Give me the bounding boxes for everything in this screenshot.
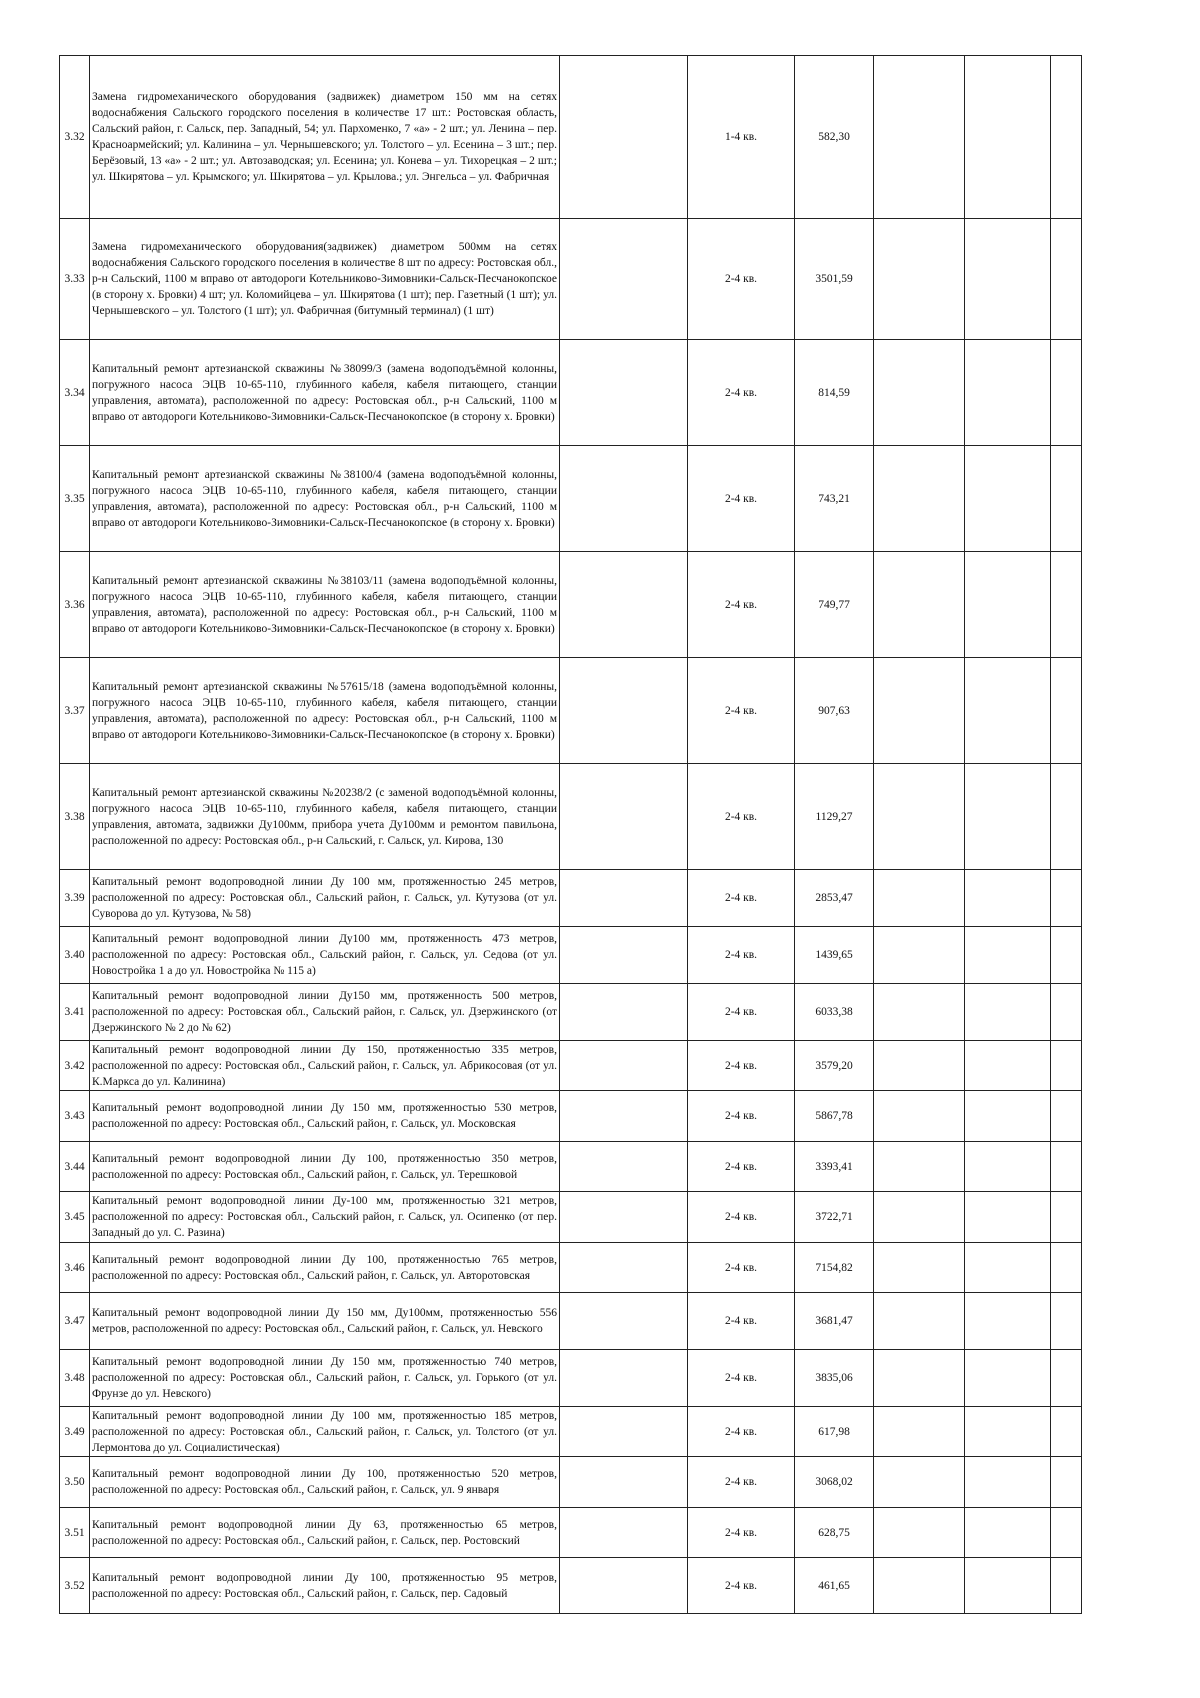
row-number: 3.44: [60, 1142, 90, 1192]
empty-cell: [560, 1091, 688, 1142]
table-row: [60, 1041, 1082, 1091]
empty-cell: [560, 764, 688, 870]
work-amount: 3393,41: [795, 1142, 874, 1192]
empty-cell: [874, 1142, 965, 1192]
work-description: Капитальный ремонт водопроводной линии Ду 150, протяженностью 335 метров, расположенной по адресу: Ростовская обл., Сальский район, г. Сальск, ул. Абрикосовая (от ул. К.Маркса до ул. Калинина): [90, 1041, 560, 1091]
work-period: 2-4 кв.: [688, 1142, 795, 1192]
work-amount: 5867,78: [795, 1091, 874, 1142]
empty-cell: [560, 446, 688, 552]
empty-cell: [965, 1142, 1051, 1192]
work-amount: 617,98: [795, 1407, 874, 1457]
empty-cell: [874, 340, 965, 446]
empty-cell: [874, 870, 965, 927]
row-number: 3.38: [60, 764, 90, 870]
table-row: [60, 927, 1082, 984]
empty-cell: [965, 446, 1051, 552]
work-description: Капитальный ремонт водопроводной линии Ду100 мм, протяженность 473 метров, расположенной по адресу: Ростовская обл., Сальский район, г. Сальск, ул. Седова (от ул. Новостройка 1 а до ул. Новостройка № 115 а): [90, 927, 560, 984]
empty-cell: [965, 1457, 1051, 1508]
work-amount: 582,30: [795, 56, 874, 219]
row-number: 3.34: [60, 340, 90, 446]
table-row: [60, 1407, 1082, 1457]
table-row: [60, 1091, 1082, 1142]
table-row: [60, 1243, 1082, 1293]
empty-cell: [1051, 56, 1082, 219]
empty-cell: [965, 870, 1051, 927]
work-period: 2-4 кв.: [688, 1350, 795, 1407]
work-period: 2-4 кв.: [688, 340, 795, 446]
table-body: [60, 56, 1082, 1614]
empty-cell: [1051, 552, 1082, 658]
row-number: 3.37: [60, 658, 90, 764]
work-description: Капитальный ремонт водопроводной линии Ду 150 мм, протяженностью 530 метров, расположенной по адресу: Ростовская обл., Сальский район, г. Сальск, ул. Московская: [90, 1091, 560, 1142]
empty-cell: [874, 1457, 965, 1508]
work-description: Капитальный ремонт водопроводной линии Ду 100 мм, протяженностью 185 метров, расположенной по адресу: Ростовская обл., Сальский район, г. Сальск, ул. Толстого (от ул. Лермонтова до ул. Социалистическая): [90, 1407, 560, 1457]
empty-cell: [560, 1407, 688, 1457]
empty-cell: [560, 1508, 688, 1558]
row-number: 3.51: [60, 1508, 90, 1558]
empty-cell: [1051, 1293, 1082, 1350]
table-row: [60, 1457, 1082, 1508]
work-period: 2-4 кв.: [688, 927, 795, 984]
empty-cell: [965, 1293, 1051, 1350]
empty-cell: [560, 1558, 688, 1614]
table-row: [60, 552, 1082, 658]
empty-cell: [560, 1142, 688, 1192]
work-amount: 3579,20: [795, 1041, 874, 1091]
empty-cell: [560, 658, 688, 764]
empty-cell: [874, 1350, 965, 1407]
work-period: 2-4 кв.: [688, 219, 795, 340]
empty-cell: [965, 1091, 1051, 1142]
work-description: Капитальный ремонт артезианской скважины №38103/11 (замена водоподъёмной колонны, погружного насоса ЭЦВ 10-65-110, глубинного кабеля, кабеля питающего, станции управления, автомата), расположенной по адресу: Ростовская обл., р-н Сальский, 1100 м вправо от автодороги Котельниково-Зимовники-Сальск-Песчанокопское (в сторону х. Бровки): [90, 552, 560, 658]
empty-cell: [874, 552, 965, 658]
empty-cell: [874, 1293, 965, 1350]
empty-cell: [560, 219, 688, 340]
work-amount: 1129,27: [795, 764, 874, 870]
row-number: 3.40: [60, 927, 90, 984]
work-description: Капитальный ремонт водопроводной линии Ду150 мм, протяженность 500 метров, расположенной по адресу: Ростовская обл., Сальский район, г. Сальск, ул. Дзержинского (от Дзержинского № 2 до № 62): [90, 984, 560, 1041]
table-row: [60, 446, 1082, 552]
work-amount: 814,59: [795, 340, 874, 446]
empty-cell: [874, 1192, 965, 1243]
empty-cell: [1051, 870, 1082, 927]
work-period: 2-4 кв.: [688, 984, 795, 1041]
empty-cell: [1051, 1457, 1082, 1508]
table-row: [60, 764, 1082, 870]
empty-cell: [560, 1457, 688, 1508]
empty-cell: [965, 1192, 1051, 1243]
work-amount: 743,21: [795, 446, 874, 552]
table-row: [60, 1558, 1082, 1614]
row-number: 3.33: [60, 219, 90, 340]
work-description: Капитальный ремонт водопроводной линии Ду 63, протяженностью 65 метров, расположенной по адресу: Ростовская обл., Сальский район, г. Сальск, пер. Ростовский: [90, 1508, 560, 1558]
work-description: Капитальный ремонт водопроводной линии Ду 100, протяженностью 765 метров, расположенной по адресу: Ростовская обл., Сальский район, г. Сальск, ул. Авторотовская: [90, 1243, 560, 1293]
empty-cell: [560, 1350, 688, 1407]
works-table: [59, 55, 1082, 1614]
empty-cell: [560, 1293, 688, 1350]
empty-cell: [1051, 927, 1082, 984]
row-number: 3.35: [60, 446, 90, 552]
table-row: [60, 219, 1082, 340]
empty-cell: [965, 984, 1051, 1041]
row-number: 3.39: [60, 870, 90, 927]
row-number: 3.49: [60, 1407, 90, 1457]
empty-cell: [560, 984, 688, 1041]
work-description: Капитальный ремонт водопроводной линии Ду 100, протяженностью 520 метров, расположенной по адресу: Ростовская обл., Сальский район, г. Сальск, ул. 9 января: [90, 1457, 560, 1508]
empty-cell: [874, 1041, 965, 1091]
empty-cell: [874, 1407, 965, 1457]
work-description: Капитальный ремонт водопроводной линии Ду-100 мм, протяженностью 321 метров, расположенной по адресу: Ростовская обл., Сальский район, г. Сальск, ул. Осипенко (от пер. Западный до ул. С. Разина): [90, 1192, 560, 1243]
work-period: 2-4 кв.: [688, 870, 795, 927]
table-row: [60, 56, 1082, 219]
empty-cell: [874, 764, 965, 870]
empty-cell: [965, 1407, 1051, 1457]
work-period: 2-4 кв.: [688, 1192, 795, 1243]
work-amount: 3681,47: [795, 1293, 874, 1350]
table-row: [60, 1142, 1082, 1192]
empty-cell: [965, 1350, 1051, 1407]
row-number: 3.50: [60, 1457, 90, 1508]
empty-cell: [965, 1243, 1051, 1293]
empty-cell: [1051, 1508, 1082, 1558]
row-number: 3.48: [60, 1350, 90, 1407]
empty-cell: [1051, 1243, 1082, 1293]
empty-cell: [1051, 764, 1082, 870]
work-description: Замена гидромеханического оборудования(задвижек) диаметром 500мм на сетях водоснабжения Сальского городского поселения в количестве 8 шт по адресу: Ростовская обл., р-н Сальский, 1100 м вправо от автодороги Котельниково-Зимовники-Сальск-Песчанокопское (в сторону х. Бровки) 4 шт; ул. Коломийцева – ул. Шкирятова (1 шт); пер. Газетный (1 шт); ул. Чернышевского – ул. Толстого (1 шт); ул. Фабричная (битумный терминал) (1 шт): [90, 219, 560, 340]
empty-cell: [1051, 1558, 1082, 1614]
table-row: [60, 340, 1082, 446]
empty-cell: [874, 927, 965, 984]
work-amount: 749,77: [795, 552, 874, 658]
work-period: 2-4 кв.: [688, 552, 795, 658]
work-period: 2-4 кв.: [688, 1041, 795, 1091]
work-description: Капитальный ремонт артезианской скважины №38099/3 (замена водоподъёмной колонны, погружного насоса ЭЦВ 10-65-110, глубинного кабеля, кабеля питающего, станции управления, автомата), расположенной по адресу: Ростовская обл., р-н Сальский, 1100 м вправо от автодороги Котельниково-Зимовники-Сальск-Песчанокопское (в сторону х. Бровки): [90, 340, 560, 446]
work-period: 2-4 кв.: [688, 1558, 795, 1614]
empty-cell: [560, 1041, 688, 1091]
table-row: [60, 1192, 1082, 1243]
empty-cell: [560, 340, 688, 446]
work-period: 2-4 кв.: [688, 1407, 795, 1457]
empty-cell: [1051, 1091, 1082, 1142]
empty-cell: [874, 1091, 965, 1142]
empty-cell: [874, 446, 965, 552]
work-description: Капитальный ремонт артезианской скважины №20238/2 (с заменой водоподъёмной колонны, погружного насоса ЭЦВ 10-65-110, глубинного кабеля, кабеля питающего, станции управления, автомата, задвижки Ду100мм, прибора учета Ду100мм и ремонтом павильона, расположенной по адресу: Ростовская обл., р-н Сальский, г. Сальск, ул. Кирова, 130: [90, 764, 560, 870]
empty-cell: [1051, 340, 1082, 446]
work-period: 2-4 кв.: [688, 764, 795, 870]
work-period: 2-4 кв.: [688, 446, 795, 552]
empty-cell: [874, 1558, 965, 1614]
work-period: 2-4 кв.: [688, 1508, 795, 1558]
empty-cell: [560, 870, 688, 927]
table-row: [60, 1293, 1082, 1350]
row-number: 3.41: [60, 984, 90, 1041]
empty-cell: [1051, 446, 1082, 552]
row-number: 3.42: [60, 1041, 90, 1091]
empty-cell: [874, 1508, 965, 1558]
work-period: 1-4 кв.: [688, 56, 795, 219]
row-number: 3.47: [60, 1293, 90, 1350]
empty-cell: [874, 56, 965, 219]
empty-cell: [965, 340, 1051, 446]
empty-cell: [965, 1508, 1051, 1558]
empty-cell: [874, 1243, 965, 1293]
work-amount: 7154,82: [795, 1243, 874, 1293]
empty-cell: [874, 219, 965, 340]
empty-cell: [1051, 1350, 1082, 1407]
empty-cell: [1051, 984, 1082, 1041]
work-period: 2-4 кв.: [688, 1457, 795, 1508]
row-number: 3.43: [60, 1091, 90, 1142]
table-row: [60, 1350, 1082, 1407]
empty-cell: [965, 764, 1051, 870]
empty-cell: [965, 1558, 1051, 1614]
row-number: 3.52: [60, 1558, 90, 1614]
empty-cell: [1051, 1142, 1082, 1192]
table-row: [60, 658, 1082, 764]
table-row: [60, 984, 1082, 1041]
empty-cell: [1051, 219, 1082, 340]
work-description: Капитальный ремонт водопроводной линии Ду 150 мм, протяженностью 740 метров, расположенной по адресу: Ростовская обл., Сальский район, г. Сальск, ул. Горького (от ул. Фрунзе до ул. Невского): [90, 1350, 560, 1407]
work-amount: 6033,38: [795, 984, 874, 1041]
row-number: 3.46: [60, 1243, 90, 1293]
work-description: Капитальный ремонт водопроводной линии Ду 100 мм, протяженностью 245 метров, расположенной по адресу: Ростовская обл., Сальский район, г. Сальск, ул. Кутузова (от ул. Суворова до ул. Кутузова, № 58): [90, 870, 560, 927]
work-period: 2-4 кв.: [688, 1243, 795, 1293]
work-description: Капитальный ремонт артезианской скважины №57615/18 (замена водоподъёмной колонны, погружного насоса ЭЦВ 10-65-110, глубинного кабеля, кабеля питающего, станции управления, автомата), расположенной по адресу: Ростовская обл., р-н Сальский, 1100 м вправо от автодороги Котельниково-Зимовники-Сальск-Песчанокопское (в сторону х. Бровки): [90, 658, 560, 764]
empty-cell: [560, 1192, 688, 1243]
work-description: Капитальный ремонт водопроводной линии Ду 100, протяженностью 95 метров, расположенной по адресу: Ростовская обл., Сальский район, г. Сальск, пер. Садовый: [90, 1558, 560, 1614]
work-amount: 3068,02: [795, 1457, 874, 1508]
row-number: 3.32: [60, 56, 90, 219]
empty-cell: [560, 927, 688, 984]
row-number: 3.45: [60, 1192, 90, 1243]
work-amount: 907,63: [795, 658, 874, 764]
work-amount: 3501,59: [795, 219, 874, 340]
work-amount: 3835,06: [795, 1350, 874, 1407]
work-period: 2-4 кв.: [688, 1293, 795, 1350]
empty-cell: [560, 1243, 688, 1293]
empty-cell: [965, 219, 1051, 340]
table-row: [60, 1508, 1082, 1558]
work-amount: 3722,71: [795, 1192, 874, 1243]
empty-cell: [1051, 1192, 1082, 1243]
empty-cell: [560, 552, 688, 658]
work-description: Капитальный ремонт водопроводной линии Ду 150 мм, Ду100мм, протяженностью 556 метров, расположенной по адресу: Ростовская обл., Сальский район, г. Сальск, ул. Невского: [90, 1293, 560, 1350]
table-row: [60, 870, 1082, 927]
row-number: 3.36: [60, 552, 90, 658]
empty-cell: [965, 56, 1051, 219]
empty-cell: [965, 1041, 1051, 1091]
empty-cell: [965, 552, 1051, 658]
empty-cell: [1051, 1407, 1082, 1457]
work-period: 2-4 кв.: [688, 1091, 795, 1142]
work-amount: 461,65: [795, 1558, 874, 1614]
work-amount: 628,75: [795, 1508, 874, 1558]
work-amount: 1439,65: [795, 927, 874, 984]
empty-cell: [874, 984, 965, 1041]
empty-cell: [965, 927, 1051, 984]
empty-cell: [965, 658, 1051, 764]
empty-cell: [560, 56, 688, 219]
work-description: Замена гидромеханического оборудования (задвижек) диаметром 150 мм на сетях водоснабжения Сальского городского поселения в количестве 17 шт.: Ростовская область, Сальский район, г. Сальск, пер. Западный, 54; ул. Пархоменко, 7 «а» - 2 шт.; ул. Ленина – пер. Красноармейский; ул. Калинина – ул. Чернышевского; ул. Толстого – ул. Есенина – 3 шт.; пер. Берёзовый, 13 «а» - 2 шт.; ул. Автозаводская; ул. Есенина; ул. Конева – ул. Тихорецкая – 2 шт.; ул. Шкирятова – ул. Крымского; ул. Шкирятова – ул. Крылова.; ул. Энгельса – ул. Фабричная: [90, 56, 560, 219]
work-period: 2-4 кв.: [688, 658, 795, 764]
work-description: Капитальный ремонт водопроводной линии Ду 100, протяженностью 350 метров, расположенной по адресу: Ростовская обл., Сальский район, г. Сальск, ул. Терешковой: [90, 1142, 560, 1192]
empty-cell: [874, 658, 965, 764]
empty-cell: [1051, 658, 1082, 764]
work-description: Капитальный ремонт артезианской скважины №38100/4 (замена водоподъёмной колонны, погружного насоса ЭЦВ 10-65-110, глубинного кабеля, кабеля питающего, станции управления, автомата), расположенной по адресу: Ростовская обл., р-н Сальский, 1100 м вправо от автодороги Котельниково-Зимовники-Сальск-Песчанокопское (в сторону х. Бровки): [90, 446, 560, 552]
work-amount: 2853,47: [795, 870, 874, 927]
empty-cell: [1051, 1041, 1082, 1091]
